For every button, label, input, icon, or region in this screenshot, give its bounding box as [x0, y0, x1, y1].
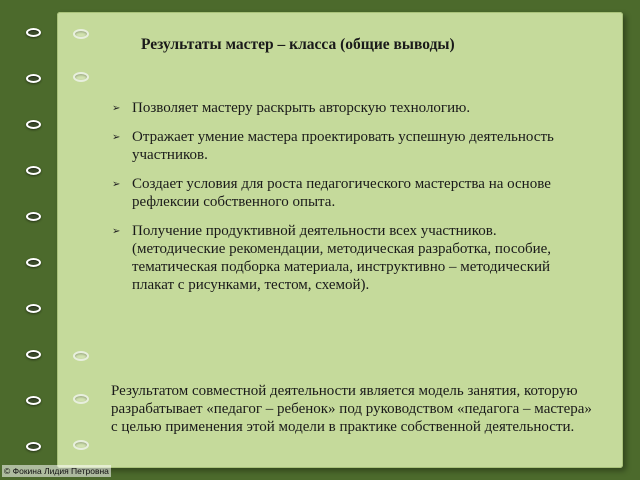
list-item: [112, 128, 592, 164]
list-item-text: Создает условия для роста педагогического мастерства на основе рефлексии собственного опыта.: [132, 176, 551, 210]
conclusion-paragraph: Результатом совместной деятельности является модель занятия, которую разрабатывает «педагог – ребенок» под руководством «педагога – мастера» с целью применения этой модели в практике собственной деятельности.: [111, 383, 592, 435]
arrow-bullet-icon: ➢: [112, 226, 121, 237]
binder-hole-3: [73, 351, 89, 361]
binder-hole-1: [73, 29, 89, 39]
binder-hole-4: [73, 394, 89, 404]
binder-ring-9: [26, 396, 41, 405]
arrow-bullet-icon: ➢: [112, 179, 121, 190]
list-item-text: Позволяет мастеру раскрыть авторскую технологию.: [132, 100, 471, 116]
list-item: [112, 222, 592, 294]
arrow-bullet-icon: ➢: [112, 132, 121, 143]
list-item: [112, 175, 592, 211]
binder-ring-10: [26, 442, 41, 451]
binder-ring-4: [26, 166, 41, 175]
list-item-text: Получение продуктивной деятельности всех участников. (методические рекомендации, методическая разработка, пособие, тематическая подборка материала, инструктивно – методический плакат с рисунками, тестом, схемой).: [132, 223, 552, 293]
binder-ring-5: [26, 212, 41, 221]
binder-hole-2: [73, 72, 89, 82]
binder-ring-7: [26, 304, 41, 313]
binder-ring-8: [26, 350, 41, 359]
slide-title: Результаты мастер – класса (общие выводы): [141, 36, 455, 53]
binder-ring-6: [26, 258, 41, 267]
arrow-bullet-icon: ➢: [112, 103, 121, 114]
bullet-list: [112, 99, 592, 305]
binder-hole-5: [73, 440, 89, 450]
copyright-notice: © Фокина Лидия Петровна: [4, 466, 109, 476]
binder-ring-2: [26, 74, 41, 83]
list-item: [112, 99, 592, 117]
list-item-text: Отражает умение мастера проектировать успешную деятельность участников.: [132, 129, 554, 163]
binder-ring-1: [26, 28, 41, 37]
binder-ring-3: [26, 120, 41, 129]
